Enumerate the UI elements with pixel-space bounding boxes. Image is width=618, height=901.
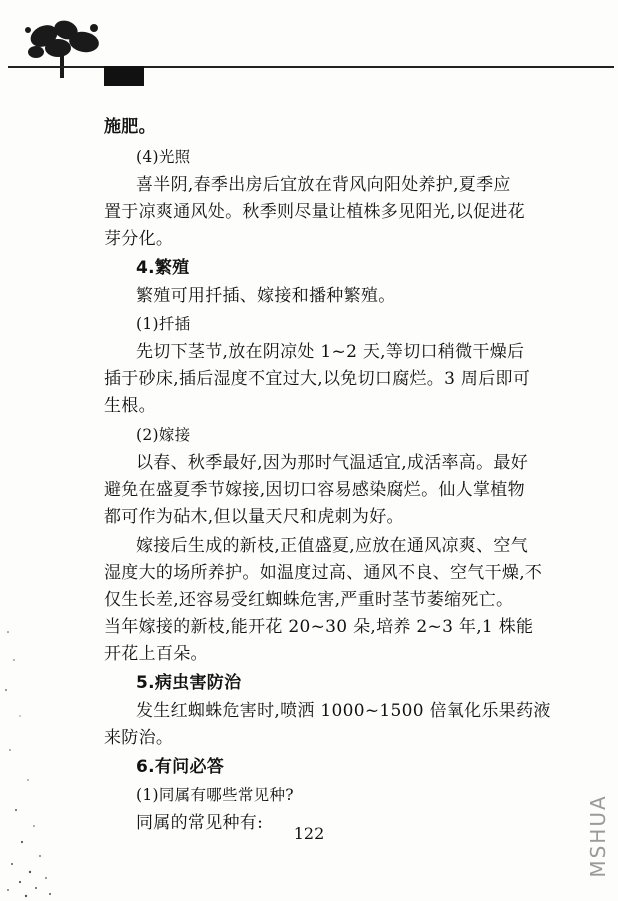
text-line: 避免在盛夏季节嫁接,因切口容易感染腐烂。仙人掌植物: [104, 480, 525, 500]
text-line: 繁殖可用扦插、嫁接和播种繁殖。: [136, 286, 396, 306]
text-line: 置于凉爽通风处。秋季则尽量让植株多见阳光,以促进花: [104, 202, 525, 222]
section-heading: 4.繁殖: [136, 258, 190, 278]
header-rule: [8, 66, 614, 68]
text-line: 湿度大的场所养护。如温度过高、通风不良、空气干燥,不: [104, 563, 543, 583]
subsection-heading: (1)扦插: [136, 315, 191, 333]
text-line: 施肥。: [104, 117, 156, 137]
header-block: [104, 66, 144, 86]
text-line: 同属的常见种有:: [136, 813, 264, 833]
watermark-text: MSHUA: [586, 794, 610, 878]
text-line: 当年嫁接的新枝,能开花 20~30 朵,培养 2~3 年,1 株能: [104, 617, 534, 637]
text-line: 插于砂床,插后湿度不宜过大,以免切口腐烂。3 周后即可: [104, 369, 531, 389]
scan-noise: [0, 620, 60, 901]
text-line: 先切下茎节,放在阴凉处 1~2 天,等切口稍微干燥后: [136, 342, 525, 362]
section-heading: 5.病虫害防治: [136, 673, 242, 693]
text-line: 芽分化。: [104, 229, 174, 249]
text-line: 喜半阴,春季出房后宜放在背风向阳处养护,夏季应: [136, 175, 511, 195]
text-line: 仅生长差,还容易受红蜘蛛危害,严重时茎节萎缩死亡。: [104, 590, 514, 610]
question-heading: (1)同属有哪些常见种?: [136, 786, 294, 804]
text-line: 发生红蜘蛛危害时,喷洒 1000~1500 倍氧化乐果药液: [136, 701, 551, 721]
text-line: 开花上百朵。: [104, 644, 208, 664]
page-number: 122: [293, 824, 325, 843]
leaf-icon: [14, 8, 114, 80]
text-line: 嫁接后生成的新枝,正值盛夏,应放在通风凉爽、空气: [136, 536, 529, 556]
section-heading: 6.有问必答: [136, 757, 225, 777]
text-line: 以春、秋季最好,因为那时气温适宜,成活率高。最好: [136, 453, 529, 473]
text-line: 来防治。: [104, 728, 174, 748]
watermark: [578, 784, 618, 888]
subsection-heading: (2)嫁接: [136, 426, 191, 444]
text-line: 生根。: [104, 396, 156, 416]
text-line: 都可作为砧木,但以量天尺和虎刺为好。: [104, 507, 404, 527]
subsection-heading: (4)光照: [136, 148, 191, 166]
